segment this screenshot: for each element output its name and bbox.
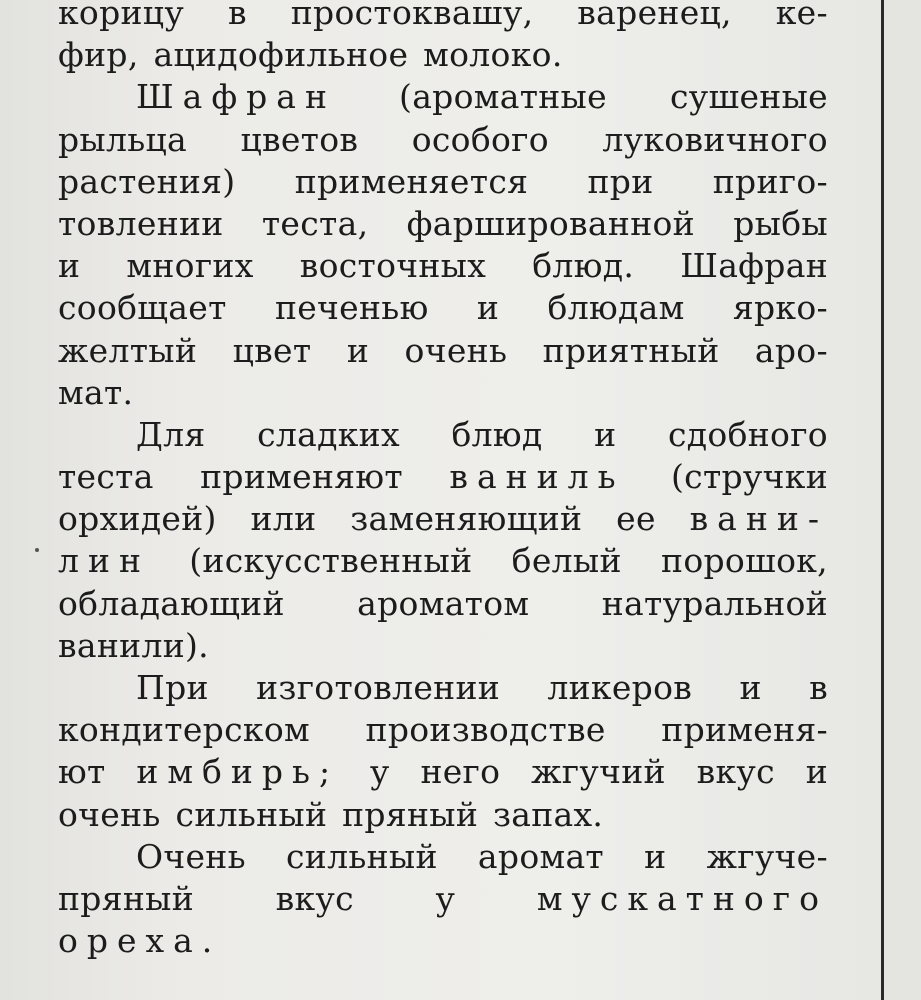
word: применяется bbox=[294, 161, 529, 201]
word: восточных bbox=[299, 246, 487, 286]
word: производстве bbox=[365, 710, 606, 750]
word: жгучий bbox=[531, 752, 666, 792]
text-line bbox=[58, 0, 828, 34]
word: имбирь; bbox=[136, 752, 340, 792]
word: приятный bbox=[542, 330, 720, 370]
word: Для bbox=[136, 414, 206, 454]
text-line bbox=[58, 119, 828, 161]
word: Шафран bbox=[680, 246, 828, 286]
word: сладких bbox=[257, 414, 400, 454]
text-line bbox=[58, 751, 828, 793]
word: жгуче- bbox=[706, 836, 828, 876]
word: и bbox=[476, 288, 500, 328]
word: запах. bbox=[492, 794, 604, 834]
word: применя- bbox=[661, 710, 828, 750]
word: в bbox=[227, 0, 247, 32]
text-line bbox=[58, 76, 828, 118]
word: ее bbox=[616, 499, 656, 539]
word: у bbox=[435, 878, 456, 918]
right-margin bbox=[884, 0, 921, 1000]
word: (искусственный bbox=[189, 541, 473, 581]
word: фир, bbox=[58, 35, 139, 75]
word: ванили). bbox=[58, 625, 209, 665]
word: многих bbox=[126, 246, 254, 286]
text-line bbox=[58, 667, 828, 709]
word: вкус bbox=[696, 752, 775, 792]
word: сдобного bbox=[668, 414, 828, 454]
print-speck bbox=[35, 548, 39, 552]
word: ацидофильное bbox=[153, 35, 409, 75]
word: и bbox=[739, 668, 762, 707]
word: ореха. bbox=[58, 921, 222, 961]
word: вкус bbox=[275, 878, 354, 918]
text-line bbox=[58, 203, 828, 245]
text-line bbox=[58, 34, 828, 76]
word: блюд bbox=[451, 414, 543, 454]
text-line bbox=[58, 709, 828, 751]
word: особого bbox=[411, 119, 549, 159]
text-line bbox=[58, 625, 828, 667]
word: ке- bbox=[775, 0, 828, 32]
text-line bbox=[58, 794, 828, 836]
text-line bbox=[58, 372, 828, 414]
word: при bbox=[587, 161, 654, 201]
word: теста bbox=[58, 457, 154, 497]
word: Шафран bbox=[136, 77, 336, 117]
text-line bbox=[58, 245, 828, 287]
text-line bbox=[58, 836, 828, 878]
word: сушеные bbox=[670, 77, 828, 117]
word: аро- bbox=[754, 330, 828, 370]
word: вани- bbox=[689, 499, 828, 539]
word: приго- bbox=[712, 161, 828, 201]
word: применяют bbox=[200, 457, 403, 497]
word: и bbox=[644, 836, 667, 876]
word: пряный bbox=[58, 878, 194, 918]
word: печенью bbox=[274, 288, 429, 328]
word: мат. bbox=[58, 372, 134, 412]
word: ярко- bbox=[732, 288, 828, 328]
word: (стручки bbox=[671, 457, 828, 497]
word: рыбы bbox=[733, 203, 828, 243]
word: рыльца bbox=[58, 119, 188, 159]
word: молоко. bbox=[423, 35, 563, 75]
word: ваниль bbox=[449, 457, 625, 497]
word: фаршированной bbox=[406, 203, 695, 243]
text-line bbox=[58, 456, 828, 498]
word: ликеров bbox=[547, 668, 693, 707]
text-line bbox=[58, 161, 828, 203]
word: цветов bbox=[240, 119, 359, 159]
word: обладающий bbox=[58, 583, 285, 623]
word: у bbox=[369, 752, 390, 792]
word: заменяющий bbox=[350, 499, 583, 539]
word: блюдам bbox=[547, 288, 685, 328]
word: сообщает bbox=[58, 288, 227, 328]
word: мускатного bbox=[536, 878, 828, 918]
word: изготовлении bbox=[256, 668, 501, 707]
word: цвет bbox=[232, 330, 312, 370]
word: и bbox=[58, 246, 81, 286]
word: лин bbox=[58, 541, 150, 581]
word: и bbox=[346, 330, 370, 370]
word: аромат bbox=[477, 836, 604, 876]
word: варенец, bbox=[577, 0, 732, 32]
word: и bbox=[594, 414, 617, 454]
word: ароматом bbox=[357, 583, 530, 623]
text-line bbox=[58, 498, 828, 540]
text-line bbox=[58, 920, 828, 962]
word: или bbox=[250, 499, 317, 539]
word: кондитерском bbox=[58, 710, 310, 750]
page-text bbox=[58, 0, 828, 962]
text-line bbox=[58, 878, 828, 920]
text-line bbox=[58, 540, 828, 582]
word: и bbox=[805, 752, 828, 792]
word: луковичного bbox=[602, 119, 828, 159]
word: пряный bbox=[342, 794, 479, 834]
word: в bbox=[809, 668, 828, 707]
word: При bbox=[136, 668, 209, 707]
word: Очень bbox=[136, 836, 246, 876]
word: растения) bbox=[58, 161, 236, 201]
word: корицу bbox=[58, 0, 185, 32]
word: порошок, bbox=[661, 541, 828, 581]
word: него bbox=[420, 752, 501, 792]
word: простоквашу, bbox=[290, 0, 534, 32]
text-line bbox=[58, 583, 828, 625]
word: сильный bbox=[175, 794, 328, 834]
word: товлении bbox=[58, 203, 224, 243]
text-line bbox=[58, 287, 828, 329]
word: желтый bbox=[58, 330, 198, 370]
word: орхидей) bbox=[58, 499, 217, 539]
word: блюд. bbox=[532, 246, 635, 286]
word: ют bbox=[58, 752, 106, 792]
word: (ароматные bbox=[399, 77, 607, 117]
word: теста, bbox=[261, 203, 369, 243]
word: очень bbox=[58, 794, 161, 834]
word: очень bbox=[404, 330, 508, 370]
word: сильный bbox=[286, 836, 438, 876]
text-line bbox=[58, 330, 828, 372]
text-line bbox=[58, 414, 828, 456]
word: белый bbox=[511, 541, 622, 581]
word: натуральной bbox=[601, 583, 828, 623]
